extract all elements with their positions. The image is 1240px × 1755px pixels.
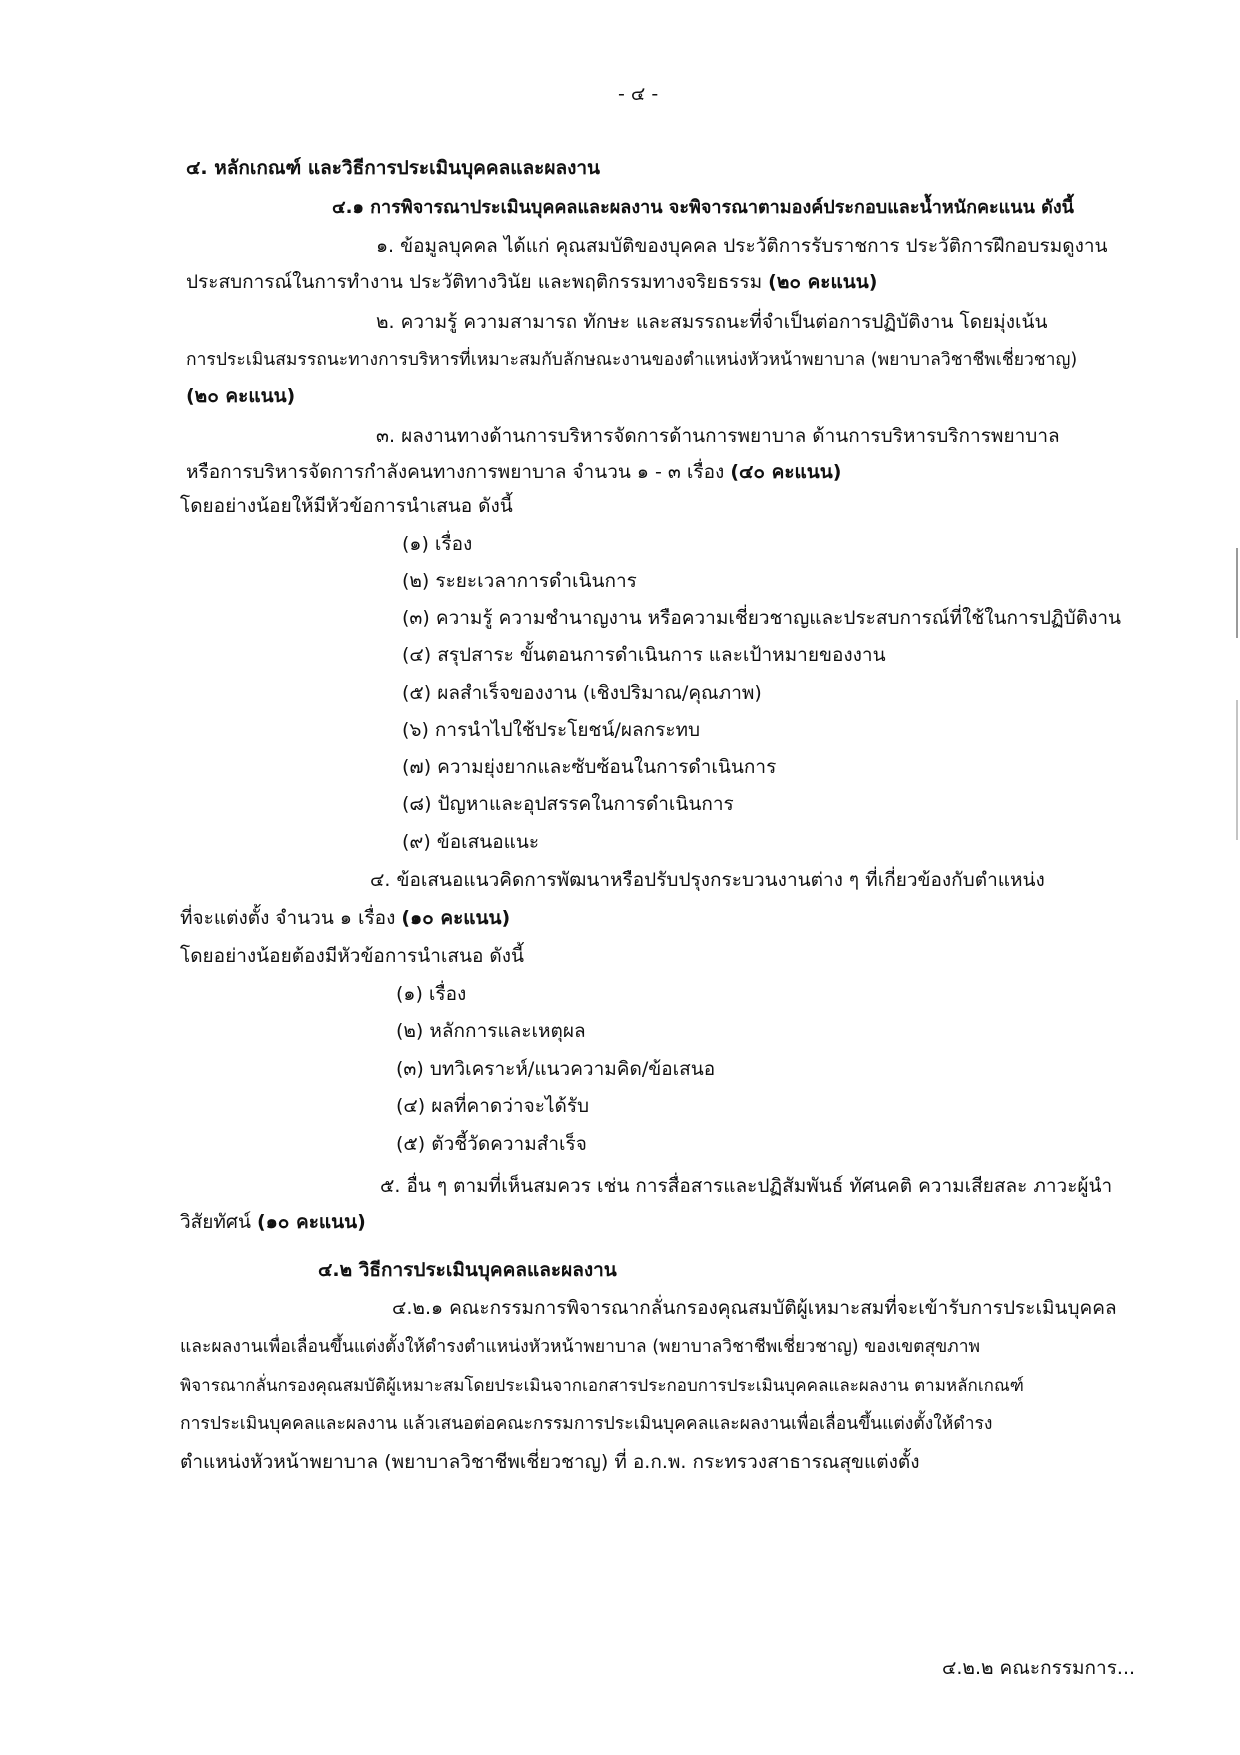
item3-line2 [186, 458, 841, 486]
item4-topic-2: (๒) หลักการและเหตุผล [396, 1020, 586, 1042]
item3-topic-9: (๙) ข้อเสนอแนะ [402, 831, 540, 853]
item1-line1: ๑. ข้อมูลบุคคล ได้แก่ คุณสมบัติของบุคคล ประวัติการรับราชการ ประวัติการฝึกอบรมดูงาน [376, 235, 1108, 257]
item4-line1: ๔. ข้อเสนอแนวคิดการพัฒนาหรือปรับปรุงกระบวนงานต่าง ๆ ที่เกี่ยวข้องกับตำแหน่ง [370, 869, 1045, 891]
item3-topic-6: (๖) การนำไปใช้ประโยชน์/ผลกระทบ [402, 719, 701, 741]
item2-line2: การประเมินสมรรถนะทางการบริหารที่เหมาะสมกับลักษณะงานของตำแหน่งหัวหน้าพยาบาล (พยาบาลวิชาชีพเชี่ยวชาญ) [186, 350, 1078, 370]
item3-topic-5: (๕) ผลสำเร็จของงาน (เชิงปริมาณ/คุณภาพ) [402, 682, 762, 704]
scan-edge-mark [1236, 700, 1238, 840]
item2-score: (๒๐ คะแนน) [186, 385, 296, 407]
item4-topic-1: (๑) เรื่อง [396, 983, 467, 1005]
item4-score: (๑๐ คะแนน) [401, 907, 511, 929]
sub-4-2-line-3: พิจารณากลั่นกรองคุณสมบัติผู้เหมาะสมโดยประเมินจากเอกสารประกอบการประเมินบุคคลและผลงาน ตามหลักเกณฑ์ [180, 1376, 1024, 1396]
subsection-4-1-heading: ๔.๑ การพิจารณาประเมินบุคคลและผลงาน จะพิจารณาตามองค์ประกอบและน้ำหนักคะแนน ดังนี้ [332, 197, 1074, 218]
item3-topic-3: (๓) ความรู้ ความชำนาญงาน หรือความเชี่ยวชาญและประสบการณ์ที่ใช้ในการปฏิบัติงาน [402, 607, 1122, 629]
item4-topic-5: (๕) ตัวชี้วัดความสำเร็จ [396, 1133, 587, 1155]
sub-4-2-line-1: ๔.๒.๑ คณะกรรมการพิจารณากลั่นกรองคุณสมบัติผู้เหมาะสมที่จะเข้ารับการประเมินบุคคล [392, 1297, 1117, 1319]
item3-topic-1: (๑) เรื่อง [402, 533, 473, 555]
item1-text: ประสบการณ์ในการทำงาน ประวัติทางวินัย และพฤติกรรมทางจริยธรรม [186, 271, 763, 293]
item3-text: หรือการบริหารจัดการกำลังคนทางการพยาบาล จำนวน ๑ - ๓ เรื่อง [186, 461, 725, 483]
item5-line2 [180, 1208, 366, 1236]
page-number: - ๔ - [618, 83, 659, 105]
item4-topic-4: (๔) ผลที่คาดว่าจะได้รับ [396, 1095, 590, 1117]
item3-topic-7: (๗) ความยุ่งยากและซับซ้อนในการดำเนินการ [402, 756, 777, 778]
section-heading: ๔. หลักเกณฑ์ และวิธีการประเมินบุคคลและผลงาน [186, 157, 601, 179]
item3-topic-8: (๘) ปัญหาและอุปสรรคในการดำเนินการ [402, 793, 734, 815]
item4-intro: โดยอย่างน้อยต้องมีหัวข้อการนำเสนอ ดังนี้ [180, 945, 525, 967]
item5-score: (๑๐ คะแนน) [257, 1211, 366, 1233]
item5-line1: ๕. อื่น ๆ ตามที่เห็นสมควร เช่น การสื่อสารและปฏิสัมพันธ์ ทัศนคติ ความเสียสละ ภาวะผู้นำ [380, 1175, 1113, 1197]
item3-line1: ๓. ผลงานทางด้านการบริหารจัดการด้านการพยาบาล ด้านการบริหารบริการพยาบาล [376, 425, 1060, 447]
item3-score: (๔๐ คะแนน) [730, 461, 842, 483]
sub-4-2-line-2: และผลงานเพื่อเลื่อนขึ้นแต่งตั้งให้ดำรงตำแหน่งหัวหน้าพยาบาล (พยาบาลวิชาชีพเชี่ยวชาญ) ของเขตสุขภาพ [180, 1337, 981, 1357]
item1-line2 [186, 268, 877, 296]
sub-4-2-line-4: การประเมินบุคคลและผลงาน แล้วเสนอต่อคณะกรรมการประเมินบุคคลและผลงานเพื่อเลื่อนขึ้นแต่งตั้งให้ดำรง [180, 1414, 993, 1434]
item5-text: วิสัยทัศน์ [180, 1211, 251, 1233]
item4-topic-3: (๓) บทวิเคราะห์/แนวความคิด/ข้อเสนอ [396, 1058, 716, 1080]
item4-text: ที่จะแต่งตั้ง จำนวน ๑ เรื่อง [180, 907, 396, 929]
item3-topic-4: (๔) สรุปสาระ ขั้นตอนการดำเนินการ และเป้าหมายของงาน [402, 644, 886, 666]
item1-score: (๒๐ คะแนน) [768, 271, 878, 293]
item3-intro: โดยอย่างน้อยให้มีหัวข้อการนำเสนอ ดังนี้ [180, 495, 513, 517]
item4-line2 [180, 904, 510, 932]
scan-edge-mark [1236, 548, 1238, 638]
continuation-text: ๔.๒.๒ คณะกรรมการ... [942, 1657, 1136, 1679]
item2-line1: ๒. ความรู้ ความสามารถ ทักษะ และสมรรถนะที่จำเป็นต่อการปฏิบัติงาน โดยมุ่งเน้น [376, 311, 1048, 333]
item3-topic-2: (๒) ระยะเวลาการดำเนินการ [402, 570, 637, 592]
sub-4-2-line-5: ตำแหน่งหัวหน้าพยาบาล (พยาบาลวิชาชีพเชี่ยวชาญ) ที่ อ.ก.พ. กระทรวงสาธารณสุขแต่งตั้ง [180, 1451, 920, 1473]
subsection-4-2-heading: ๔.๒ วิธีการประเมินบุคคลและผลงาน [318, 1259, 617, 1281]
